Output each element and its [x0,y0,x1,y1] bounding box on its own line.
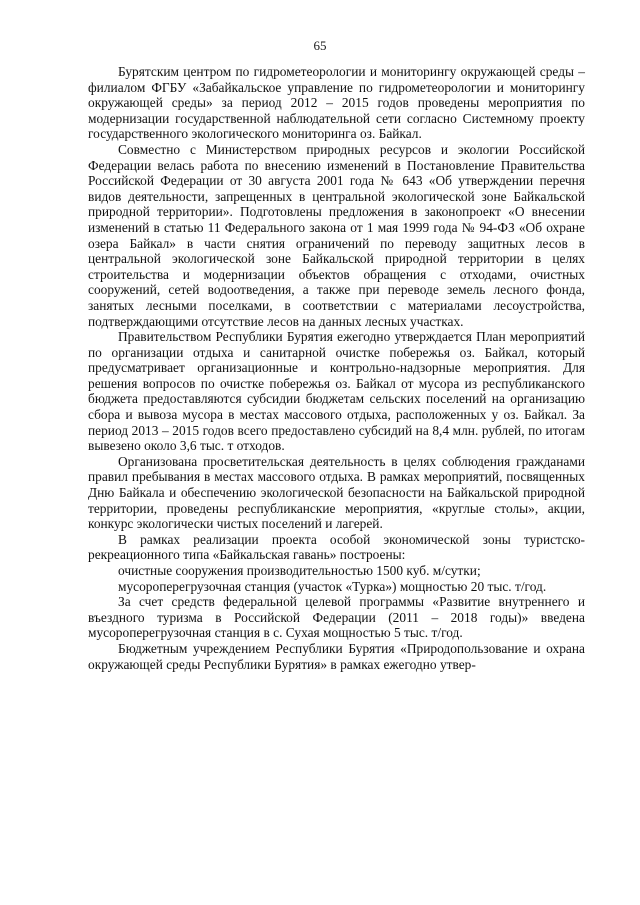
paragraph-8: За счет средств федеральной целевой программы «Развитие внутреннего и въездного туризма в Российской Федерации (2011 – 2018 годы)» введена мусороперегрузочная станция в с. Сухая мощностью 5 тыс. т/год. [88,594,585,641]
paragraph-1: Бурятским центром по гидрометеорологии и мониторингу окружающей среды – филиалом ФГБУ «Забайкальское управление по гидрометеорологии и мониторингу окружающей среды» за период 2012 – 2015 годов проведены мероприятия по модернизации государственной наблюдательной сети согласно Системному проекту государственного экологического мониторинга оз. Байкал. [88,64,585,142]
paragraph-7: мусороперегрузочная станция (участок «Турка») мощностью 20 тыс. т/год. [118,578,547,594]
paragraph-3: Правительством Республики Бурятия ежегодно утверждается План мероприятий по организации отдыха и санитарной очистке побережья оз. Байкал, который предусматривает организационные и контрольно-надзорные мероприятия. Для решения вопросов по очистке побережья оз. Байкал от мусора из республиканского бюджета предоставляются субсидии бюджетам сельских поселений на организацию сбора и вывоза мусора в местах массового отдыха, расположенных у оз. Байкал. За период 2013 – 2015 годов всего предоставлено субсидий на 8,4 млн. рублей, по итогам вывезено около 3,6 тыс. т отходов. [88,329,585,454]
body-text [88,64,585,672]
paragraph-4: Организована просветительская деятельность в целях соблюдения гражданами правил пребывания в местах массового отдыха. В рамках мероприятий, посвященных Дню Байкала и обеспечению экологической безопасности на Байкальской природной территории, проведены республиканские мероприятия, «круглые столы», акции, конкурс экологически чистых поселений и лагерей. [88,453,585,532]
page-number: 65 [313,38,327,53]
paragraph-2: Совместно с Министерством природных ресурсов и экологии Российской Федерации велась работа по внесению изменений в Постановление Правительства Российской Федерации от 30 августа 2001 года № 643 «Об утверждении перечня видов деятельности, запрещенных в центральной экологической зоне Байкальской природной территории». Подготовлены предложения в законопроект «О внесении изменений в статью 11 Федерального закона от 1 мая 1999 года № 94-ФЗ «Об охране озера Байкал» в части снятия ограничений по переводу защитных лесов в центральной экологической зоне Байкальской природной территории в целях строительства и модернизации объектов обращения с отходами, очистных сооружений, сетей водоотведения, а также при переводе земель лесного фонда, занятых лесными поселками, в соответствии с материалами лесоустройства, подтверждающими отсутствие лесов на данных лесных участках. [88,141,585,329]
paragraph-5: В рамках реализации проекта особой экономической зоны туристско-рекреационного типа «Байкальская гавань» построены: [88,531,585,563]
paragraph-9: Бюджетным учреждением Республики Бурятия «Природопользование и охрана окружающей среды Республики Бурятия» в рамках ежегодно утвер- [88,640,585,672]
paragraph-6: очистные сооружения производительностью 1500 куб. м/сутки; [118,563,481,578]
